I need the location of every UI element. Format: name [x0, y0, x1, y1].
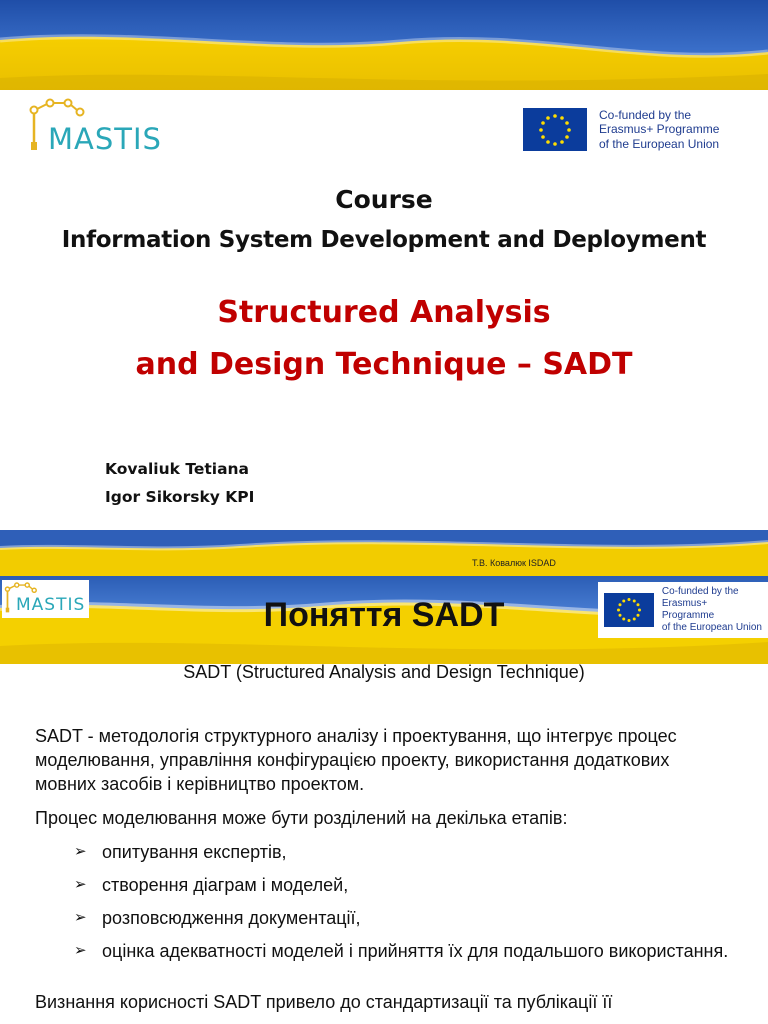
paragraph-definition: SADT - методологія структурного аналізу і проектування, що інтегрує процес моделювання, управління конфігурацією проекту, використання додаткових мовних засобів і керівництво проектом. [35, 726, 677, 794]
list-item-text: розповсюдження документації, [102, 908, 361, 928]
list-item-text: опитування експертів, [102, 842, 287, 862]
mastis-logo-text: MASTIS [16, 595, 86, 615]
paragraph-standardization: Визнання корисності SADT привело до стандартизації та публікації її [35, 992, 613, 1012]
erasmus-line-1: Co-funded by the [599, 108, 692, 122]
erasmus-line-3: of the European Union [599, 136, 720, 151]
arrow-bullet-icon: ➢ [74, 942, 87, 959]
course-title: Information System Development and Deployment [61, 227, 707, 253]
mastis-logo-text: MASTIS [48, 122, 162, 156]
author-name: Kovaliuk Tetiana [105, 460, 250, 478]
slide-title-line-2: and Design Technique – SADT [135, 347, 633, 382]
stages-list [74, 840, 734, 972]
slide-title-line-1: Structured Analysis [217, 295, 551, 330]
erasmus-text [599, 108, 719, 151]
slide-subtitle: SADT (Structured Analysis and Design Technique) [183, 662, 585, 682]
arrow-bullet-icon: ➢ [74, 909, 87, 926]
list-item [74, 939, 734, 963]
list-item-text: створення діаграм і моделей, [102, 875, 349, 895]
ukraine-flag-banner-top [0, 0, 768, 90]
list-item-text: оцінка адекватності моделей і прийняття їх для подальшого використання. [102, 941, 729, 961]
list-item [74, 840, 734, 864]
erasmus-line-2: Erasmus+ Programme [661, 598, 715, 621]
footer-note: Т.В. Ковалюк ISDAD [472, 558, 556, 568]
eu-flag-icon [523, 108, 587, 151]
erasmus-line-3: of the European Union [661, 622, 762, 633]
slide-title: Поняття SADT [263, 596, 505, 634]
list-item [74, 873, 734, 897]
erasmus-logo [523, 108, 719, 151]
arrow-bullet-icon: ➢ [74, 843, 87, 860]
paragraph-stages-intro: Процес моделювання може бути розділений на декілька етапів: [35, 808, 568, 828]
list-item [74, 906, 734, 930]
course-label: Course [335, 185, 433, 214]
ukraine-flag-banner-bottom [0, 530, 768, 576]
arrow-bullet-icon: ➢ [74, 876, 87, 893]
mastis-logo [28, 98, 162, 156]
erasmus-line-2: Erasmus+ Programme [599, 122, 720, 137]
author-organization: Igor Sikorsky KPI [105, 488, 255, 506]
slide-sadt-concept [0, 576, 768, 1024]
erasmus-line-1: Co-funded by the [661, 586, 739, 597]
